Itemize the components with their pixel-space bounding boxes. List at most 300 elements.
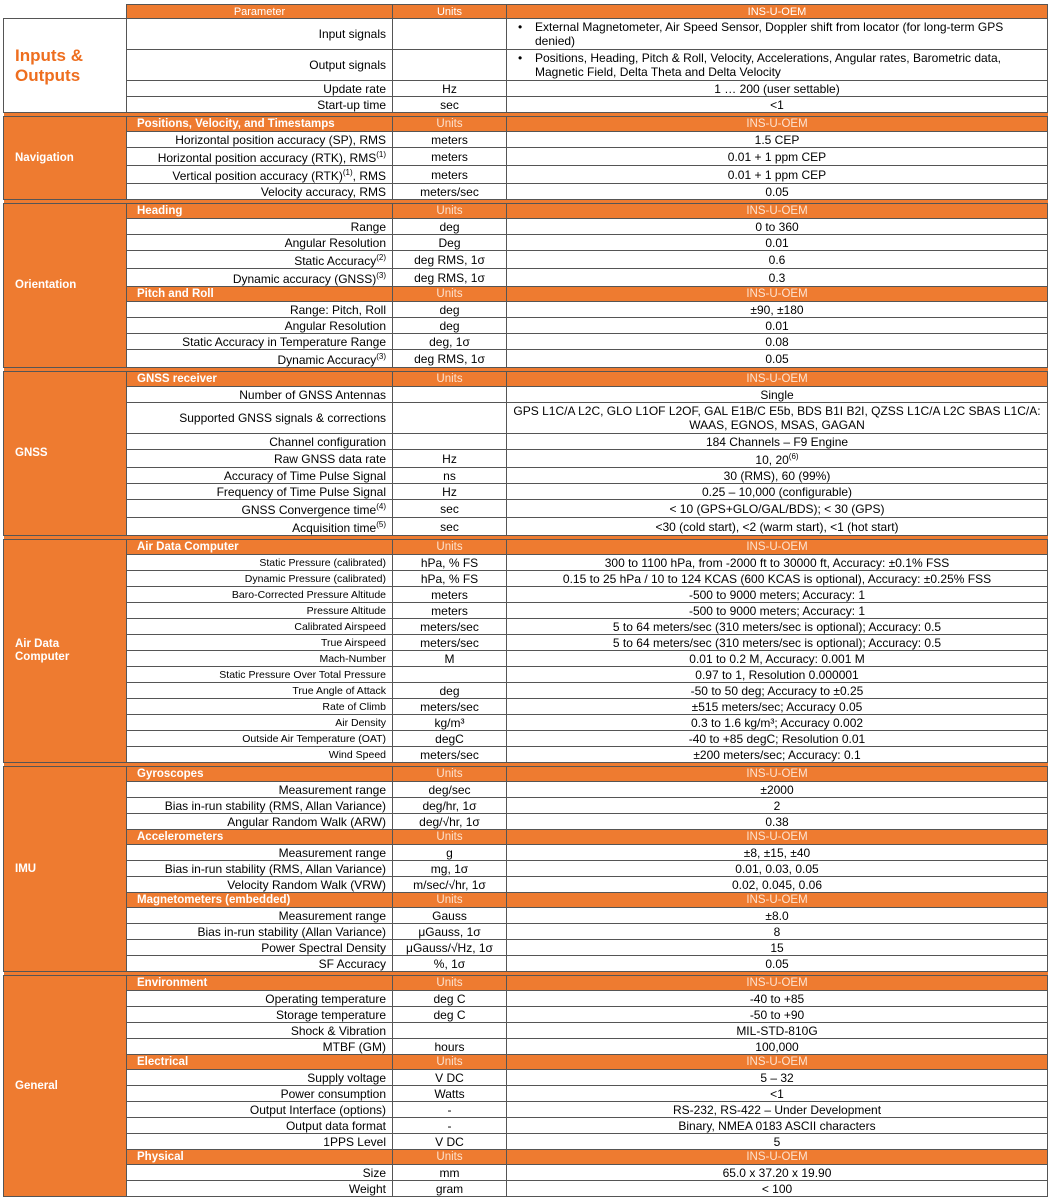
value-text: <30 (cold start), <2 (warm start), <1 (hot start) xyxy=(655,519,899,534)
value-cell xyxy=(507,450,1048,468)
subsection-title xyxy=(127,117,393,132)
units-header xyxy=(393,893,507,908)
value-text: 5 – 32 xyxy=(760,1070,794,1085)
parameter-text: Horizontal position accuracy (RTK), RMS xyxy=(157,151,377,165)
parameter-cell xyxy=(127,251,393,269)
value-text: 0.01 xyxy=(765,235,789,250)
units-text: - xyxy=(447,1118,452,1133)
subsection-title xyxy=(127,1055,393,1070)
units-text: meters xyxy=(431,603,468,618)
value-cell xyxy=(507,81,1048,97)
parameter-text: Start-up time xyxy=(317,97,386,112)
units-cell xyxy=(393,318,507,334)
subsection-header-row xyxy=(4,893,1048,908)
parameter-cell xyxy=(127,166,393,184)
units-text: g xyxy=(446,845,453,860)
value-text: 5 xyxy=(773,1134,781,1149)
units-cell xyxy=(393,924,507,940)
units-cell xyxy=(393,251,507,269)
value-text: MIL-STD-810G xyxy=(736,1023,818,1038)
subsection-title xyxy=(127,830,393,845)
value-cell xyxy=(507,1102,1048,1118)
units-text: hPa, % FS xyxy=(420,555,479,570)
parameter-cell xyxy=(127,924,393,940)
spec-row xyxy=(4,1007,1048,1023)
parameter-text: Accuracy of Time Pulse Signal xyxy=(223,468,386,483)
units-header xyxy=(393,1150,507,1165)
value-cell xyxy=(507,603,1048,619)
units-cell xyxy=(393,845,507,861)
spec-row xyxy=(4,1181,1048,1197)
parameter-text: GNSS Convergence time xyxy=(241,503,377,517)
value-text: 0.25 – 10,000 (configurable) xyxy=(701,484,853,499)
value-text: 0.97 to 1, Resolution 0.000001 xyxy=(695,667,859,682)
category-text: GNSS xyxy=(15,447,48,459)
parameter-cell xyxy=(127,877,393,893)
parameter-cell xyxy=(127,434,393,450)
spec-row xyxy=(4,350,1048,368)
value-text: ±8, ±15, ±40 xyxy=(743,845,811,860)
value-text: 0.05 xyxy=(765,956,789,971)
units-cell xyxy=(393,747,507,763)
category-label xyxy=(4,372,127,536)
value-header xyxy=(507,1150,1048,1165)
value-cell xyxy=(507,434,1048,450)
parameter-cell xyxy=(127,1165,393,1181)
units-cell xyxy=(393,403,507,434)
units-header xyxy=(393,767,507,782)
value-text: 0.05 xyxy=(765,184,789,199)
parameter-cell xyxy=(127,387,393,403)
spec-row xyxy=(4,1102,1048,1118)
spec-table xyxy=(3,4,1048,1197)
parameter-cell xyxy=(127,235,393,251)
units-text: m/sec/√hr, 1σ xyxy=(413,877,486,892)
value-header-text: INS-U-OEM xyxy=(746,372,808,385)
value-cell xyxy=(507,587,1048,603)
spec-row xyxy=(4,450,1048,468)
parameter-cell xyxy=(127,1102,393,1118)
parameter-cell xyxy=(127,861,393,877)
value-cell xyxy=(507,484,1048,500)
value-text: 65.0 x 37.20 x 19.90 xyxy=(722,1165,832,1180)
spec-row xyxy=(4,635,1048,651)
parameter-text: SF Accuracy xyxy=(318,956,386,971)
parameter-text: Output Interface (options) xyxy=(249,1102,386,1117)
spec-row xyxy=(4,97,1048,113)
parameter-cell xyxy=(127,798,393,814)
parameter-cell xyxy=(127,50,393,81)
footnote-ref: (3) xyxy=(376,352,386,361)
units-cell xyxy=(393,782,507,798)
units-text: Hz xyxy=(442,451,457,466)
value-cell xyxy=(507,518,1048,536)
parameter-text: Range: Pitch, Roll xyxy=(289,302,386,317)
spec-row xyxy=(4,318,1048,334)
units-header-text: Units xyxy=(436,372,463,385)
parameter-text: Number of GNSS Antennas xyxy=(239,387,386,402)
units-cell xyxy=(393,1134,507,1150)
units-cell xyxy=(393,468,507,484)
units-header xyxy=(393,287,507,302)
value-cell xyxy=(507,715,1048,731)
value-text: -50 to 50 deg; Accuracy to ±0.25 xyxy=(690,683,864,698)
parameter-cell xyxy=(127,148,393,166)
parameter-text: Static Accuracy xyxy=(294,254,377,268)
parameter-cell xyxy=(127,1039,393,1055)
units-cell xyxy=(393,667,507,683)
value-text: 10, 20 xyxy=(755,453,789,467)
parameter-cell xyxy=(127,219,393,235)
value-cell xyxy=(507,1118,1048,1134)
units-cell xyxy=(393,619,507,635)
spec-row xyxy=(4,184,1048,200)
spec-row xyxy=(4,235,1048,251)
value-text: 0.6 xyxy=(768,252,786,267)
units-cell xyxy=(393,715,507,731)
parameter-text: Input signals xyxy=(318,27,386,41)
value-text: RS-232, RS-422 – Under Development xyxy=(672,1102,882,1117)
value-cell xyxy=(507,798,1048,814)
units-text: μGauss/√Hz, 1σ xyxy=(406,940,493,955)
value-text: 5 to 64 meters/sec (310 meters/sec is optional); Accuracy: 0.5 xyxy=(612,635,942,650)
value-cell xyxy=(507,1134,1048,1150)
units-text: sec xyxy=(440,501,459,516)
category-text: Navigation xyxy=(15,151,74,164)
units-header-text: Units xyxy=(436,830,463,843)
subsection-title xyxy=(127,287,393,302)
parameter-cell xyxy=(127,814,393,830)
spec-row xyxy=(4,1165,1048,1181)
value-text: 0.02, 0.045, 0.06 xyxy=(731,877,823,892)
spec-row xyxy=(4,699,1048,715)
units-cell xyxy=(393,19,507,50)
value-cell xyxy=(507,334,1048,350)
spec-row xyxy=(4,166,1048,184)
value-cell xyxy=(507,403,1048,434)
value-text: -40 to +85 xyxy=(749,991,805,1006)
value-text: ±2000 xyxy=(760,782,794,797)
parameter-cell xyxy=(127,334,393,350)
units-cell xyxy=(393,1086,507,1102)
value-header-text: INS-U-OEM xyxy=(746,287,808,300)
parameter-text: Frequency of Time Pulse Signal xyxy=(216,484,386,499)
subsection-title-text: Electrical xyxy=(137,1055,189,1068)
units-text: deg C xyxy=(433,991,466,1006)
value-cell xyxy=(507,1007,1048,1023)
value-text: 100,000 xyxy=(755,1039,799,1054)
category-label xyxy=(4,204,127,368)
column-header-row xyxy=(4,5,1048,19)
spec-row xyxy=(4,924,1048,940)
value-text: 184 Channels – F9 Engine xyxy=(705,434,849,449)
value-text: ±90, ±180 xyxy=(750,302,804,317)
spec-row xyxy=(4,651,1048,667)
parameter-cell xyxy=(127,1086,393,1102)
units-text: deg C xyxy=(433,1007,466,1022)
spec-row xyxy=(4,845,1048,861)
spec-row xyxy=(4,302,1048,318)
parameter-text: Vertical position accuracy (RTK) xyxy=(172,169,343,183)
units-text: deg xyxy=(439,683,460,698)
units-text: mm xyxy=(439,1165,460,1180)
units-cell xyxy=(393,731,507,747)
parameter-cell xyxy=(127,518,393,536)
parameter-cell xyxy=(127,715,393,731)
spec-row xyxy=(4,50,1048,81)
units-text: deg/hr, 1σ xyxy=(422,798,477,813)
units-header xyxy=(393,540,507,555)
spec-row xyxy=(4,619,1048,635)
units-text: meters xyxy=(431,132,468,147)
value-text: 0 to 360 xyxy=(755,219,799,234)
spec-row xyxy=(4,1118,1048,1134)
value-cell xyxy=(507,908,1048,924)
spec-row xyxy=(4,518,1048,536)
units-text: Hz xyxy=(442,81,457,96)
units-cell xyxy=(393,814,507,830)
units-text: meters/sec xyxy=(420,699,479,714)
value-text: 0.3 xyxy=(768,270,786,285)
value-cell xyxy=(507,699,1048,715)
units-text: meters xyxy=(431,167,468,182)
parameter-cell xyxy=(127,1118,393,1134)
units-cell xyxy=(393,683,507,699)
units-header-text: Units xyxy=(436,287,463,300)
value-cell xyxy=(507,635,1048,651)
spec-row xyxy=(4,148,1048,166)
spec-row xyxy=(4,1039,1048,1055)
parameter-text: Baro-Corrected Pressure Altitude xyxy=(231,588,386,601)
units-cell xyxy=(393,699,507,715)
parameter-text: True Airspeed xyxy=(321,636,386,649)
value-cell xyxy=(507,1070,1048,1086)
units-header-text: Units xyxy=(436,893,463,906)
parameter-text: Dynamic accuracy (GNSS) xyxy=(232,272,377,286)
spec-row xyxy=(4,940,1048,956)
value-cell xyxy=(507,302,1048,318)
parameter-text: Shock & Vibration xyxy=(290,1023,386,1038)
parameter-text: MTBF (GM) xyxy=(322,1039,386,1054)
units-text: meters/sec xyxy=(420,619,479,634)
parameter-text: Weight xyxy=(348,1181,386,1196)
footnote-ref: (6) xyxy=(788,452,799,461)
value-text: 5 to 64 meters/sec (310 meters/sec is optional); Accuracy: 0.5 xyxy=(612,619,942,634)
parameter-cell xyxy=(127,845,393,861)
parameter-cell xyxy=(127,81,393,97)
value-cell xyxy=(507,1023,1048,1039)
parameter-cell xyxy=(127,132,393,148)
value-cell xyxy=(507,651,1048,667)
units-text: meters xyxy=(431,587,468,602)
units-cell xyxy=(393,1102,507,1118)
parameter-cell xyxy=(127,940,393,956)
spec-row xyxy=(4,1023,1048,1039)
spec-row xyxy=(4,798,1048,814)
subsection-header-row xyxy=(4,117,1048,132)
value-header-text: INS-U-OEM xyxy=(746,117,808,130)
parameter-cell xyxy=(127,555,393,571)
units-header xyxy=(393,1055,507,1070)
units-cell xyxy=(393,81,507,97)
parameter-cell xyxy=(127,956,393,972)
subsection-header-row xyxy=(4,287,1048,302)
category-label xyxy=(4,767,127,972)
subsection-title xyxy=(127,540,393,555)
value-cell xyxy=(507,166,1048,184)
value-text: -40 to +85 degC; Resolution 0.01 xyxy=(688,731,866,746)
category-label xyxy=(4,540,127,763)
value-header-text: INS-U-OEM xyxy=(746,1150,808,1163)
spec-row xyxy=(4,219,1048,235)
parameter-text: Horizontal position accuracy (SP), RMS xyxy=(175,132,386,147)
units-cell xyxy=(393,651,507,667)
parameter-text: Power Spectral Density xyxy=(261,940,386,955)
subsection-header-row xyxy=(4,540,1048,555)
parameter-cell xyxy=(127,500,393,518)
footnote-ref: (2) xyxy=(376,253,386,262)
value-cell xyxy=(507,148,1048,166)
value-cell xyxy=(507,235,1048,251)
units-text: meters/sec xyxy=(420,747,479,762)
category-label xyxy=(4,976,127,1197)
units-text: mg, 1σ xyxy=(430,861,469,876)
value-text: Binary, NMEA 0183 ASCII characters xyxy=(678,1118,876,1133)
parameter-cell xyxy=(127,683,393,699)
value-header-text: INS-U-OEM xyxy=(746,830,808,843)
subsection-header-row xyxy=(4,1055,1048,1070)
units-cell xyxy=(393,1039,507,1055)
value-cell xyxy=(507,184,1048,200)
parameter-cell xyxy=(127,468,393,484)
spec-row xyxy=(4,1086,1048,1102)
value-header-text: INS-U-OEM xyxy=(746,976,808,989)
subsection-title-text: Gyroscopes xyxy=(137,767,204,780)
value-header-text: INS-U-OEM xyxy=(746,1055,808,1068)
units-text: ns xyxy=(443,468,456,483)
units-text: meters/sec xyxy=(420,635,479,650)
value-text: 0.05 xyxy=(765,351,789,366)
parameter-text: Update rate xyxy=(323,81,386,96)
value-cell xyxy=(507,861,1048,877)
spec-row xyxy=(4,500,1048,518)
units-text: meters/sec xyxy=(420,184,479,199)
spec-row xyxy=(4,434,1048,450)
blank-header-cell xyxy=(4,5,127,19)
parameter-text: Bias in-run stability (RMS, Allan Variance) xyxy=(164,798,386,813)
value-cell xyxy=(507,571,1048,587)
parameter-text: Power consumption xyxy=(280,1086,386,1101)
subsection-title-text: Heading xyxy=(137,204,183,217)
units-text: V DC xyxy=(435,1070,464,1085)
units-cell xyxy=(393,1007,507,1023)
units-text: degC xyxy=(435,731,464,746)
units-cell xyxy=(393,908,507,924)
value-cell xyxy=(507,782,1048,798)
units-text: deg xyxy=(439,219,460,234)
value-text: 0.01 xyxy=(765,318,789,333)
parameter-text: Angular Random Walk (ARW) xyxy=(227,814,386,829)
value-cell xyxy=(507,251,1048,269)
subsection-title xyxy=(127,893,393,908)
parameter-text: Air Density xyxy=(335,716,386,729)
units-cell xyxy=(393,350,507,368)
units-text: M xyxy=(444,651,455,666)
units-header-text: Units xyxy=(436,767,463,780)
parameter-cell xyxy=(127,484,393,500)
spec-row xyxy=(4,782,1048,798)
value-header xyxy=(507,372,1048,387)
value-cell xyxy=(507,19,1048,50)
spec-row xyxy=(4,555,1048,571)
parameter-text: Rate of Climb xyxy=(322,700,386,713)
parameter-cell xyxy=(127,991,393,1007)
value-cell xyxy=(507,814,1048,830)
spec-row xyxy=(4,956,1048,972)
units-text: deg RMS, 1σ xyxy=(414,351,485,366)
footnote-ref: (1) xyxy=(342,168,353,177)
parameter-cell xyxy=(127,1134,393,1150)
value-text: 0.38 xyxy=(765,814,789,829)
units-text: - xyxy=(447,1102,452,1117)
value-text: < 10 (GPS+GLO/GAL/BDS); < 30 (GPS) xyxy=(669,501,885,516)
spec-row xyxy=(4,81,1048,97)
value-cell xyxy=(507,1086,1048,1102)
parameter-text: Static Accuracy in Temperature Range xyxy=(182,334,386,349)
subsection-title-text: GNSS receiver xyxy=(137,372,217,385)
value-cell xyxy=(507,1039,1048,1055)
value-cell xyxy=(507,731,1048,747)
value-header xyxy=(507,893,1048,908)
parameter-text: Supply voltage xyxy=(307,1070,386,1085)
parameter-column-header: Parameter xyxy=(127,5,393,19)
value-text: ±200 meters/sec; Accuracy: 0.1 xyxy=(693,747,861,762)
parameter-cell xyxy=(127,97,393,113)
category-label xyxy=(4,19,127,113)
units-cell xyxy=(393,1070,507,1086)
value-text: 1 … 200 (user settable) xyxy=(714,81,840,96)
value-header xyxy=(507,976,1048,991)
value-cell xyxy=(507,940,1048,956)
value-cell xyxy=(507,350,1048,368)
spec-row xyxy=(4,571,1048,587)
value-text: Single xyxy=(760,387,794,402)
value-text: • Positions, Heading, Pitch & Roll, Velocity, Accelerations, Angular rates, Barometric data, Magnetic Field, Delta Theta and Delta Velocity xyxy=(535,51,1041,79)
units-text: Gauss xyxy=(432,908,467,923)
spec-row xyxy=(4,715,1048,731)
units-text: meters xyxy=(431,149,468,164)
units-header-text: Units xyxy=(436,117,463,130)
units-header xyxy=(393,976,507,991)
units-header-text: Units xyxy=(436,540,463,553)
spec-row xyxy=(4,731,1048,747)
parameter-text: Measurement range xyxy=(278,782,386,797)
parameter-text: Calibrated Airspeed xyxy=(294,620,386,633)
units-text: μGauss, 1σ xyxy=(418,924,481,939)
value-cell xyxy=(507,97,1048,113)
parameter-text: Dynamic Accuracy xyxy=(277,353,377,367)
units-text: sec xyxy=(440,97,459,112)
parameter-text: Pressure Altitude xyxy=(306,604,386,617)
spec-row xyxy=(4,251,1048,269)
value-header xyxy=(507,540,1048,555)
units-text: V DC xyxy=(435,1134,464,1149)
value-cell xyxy=(507,956,1048,972)
value-text: <1 xyxy=(770,97,784,112)
units-header xyxy=(393,204,507,219)
units-text: gram xyxy=(435,1181,464,1196)
value-text: 30 (RMS), 60 (99%) xyxy=(723,468,831,483)
